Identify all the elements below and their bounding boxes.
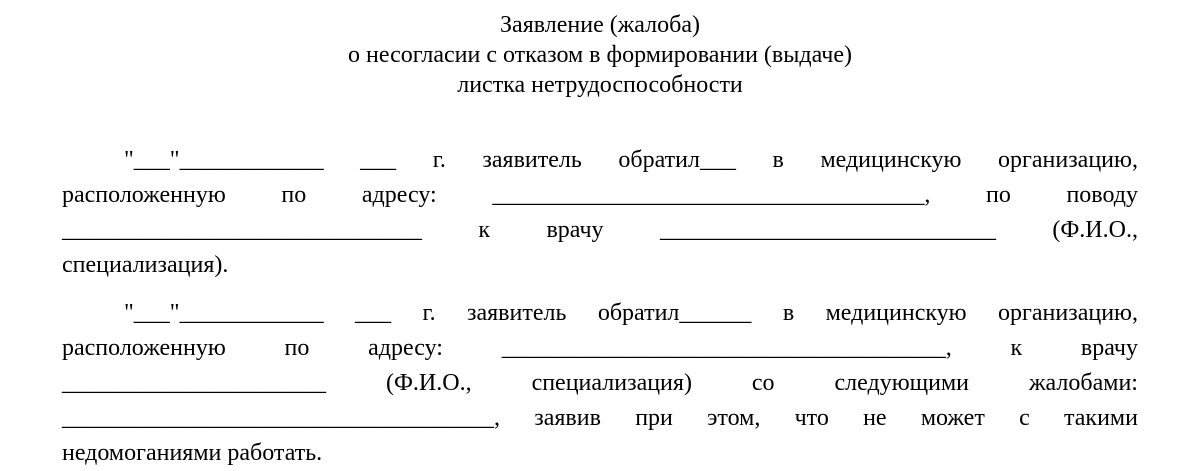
paragraph-2 bbox=[62, 296, 1138, 471]
word: следующими bbox=[834, 370, 969, 396]
word: адресу: bbox=[368, 335, 443, 361]
word: этом, bbox=[707, 405, 761, 431]
word: расположенную bbox=[62, 182, 226, 208]
word: по bbox=[284, 335, 310, 361]
title-line-3: листка нетрудоспособности bbox=[457, 72, 743, 98]
reason-blank: ______________________________ bbox=[62, 217, 422, 243]
paragraph-2-line-1 bbox=[62, 296, 1138, 331]
paragraph-2-line-5: недомоганиями работать. bbox=[62, 440, 323, 466]
word: организацию, bbox=[998, 300, 1138, 326]
word: что bbox=[794, 405, 829, 431]
paragraph-1-line-1 bbox=[62, 143, 1138, 178]
word: адресу: bbox=[361, 182, 437, 208]
date-blank: "___"____________ bbox=[124, 147, 324, 173]
paragraph-2-line-2 bbox=[62, 331, 1138, 366]
word: может bbox=[920, 405, 985, 431]
paragraph-1-line-3 bbox=[62, 213, 1138, 248]
word: в bbox=[772, 147, 784, 173]
complaints-blank: ____________________________________, bbox=[62, 405, 500, 431]
address-blank: ____________________________________, bbox=[492, 182, 931, 208]
word: заявитель bbox=[467, 300, 567, 326]
word: г. bbox=[422, 300, 436, 326]
doctor-blank: ______________________ bbox=[62, 370, 326, 396]
word: в bbox=[782, 300, 795, 326]
word: обратил______ bbox=[597, 300, 752, 326]
word: жалобами: bbox=[1028, 370, 1138, 396]
word: по bbox=[281, 182, 307, 208]
address-blank: _____________________________________, bbox=[501, 335, 952, 361]
doctor-blank: ____________________________ bbox=[659, 217, 996, 243]
paragraph-2-line-4 bbox=[62, 401, 1138, 436]
word: организацию, bbox=[998, 147, 1138, 173]
title-line-2: о несогласии с отказом в формировании (выдаче) bbox=[348, 42, 852, 68]
paragraph-1 bbox=[62, 143, 1138, 283]
paragraph-1-line-4: специализация). bbox=[62, 252, 229, 278]
word: врачу bbox=[546, 217, 604, 243]
word: (Ф.И.О., bbox=[1052, 217, 1138, 243]
document-title bbox=[0, 10, 1200, 100]
word: по bbox=[985, 182, 1011, 208]
word: не bbox=[863, 405, 887, 431]
word: к bbox=[1010, 335, 1023, 361]
word: г. bbox=[432, 147, 446, 173]
word: врачу bbox=[1080, 335, 1138, 361]
word: со bbox=[751, 370, 775, 396]
word: к bbox=[478, 217, 491, 243]
word: расположенную bbox=[62, 335, 226, 361]
word: медицинскую bbox=[820, 147, 962, 173]
word: заявитель bbox=[482, 147, 582, 173]
word: медицинскую bbox=[825, 300, 967, 326]
paragraph-1-line-2 bbox=[62, 178, 1138, 213]
word: поводу bbox=[1066, 182, 1138, 208]
year-blank: ___ bbox=[355, 300, 392, 326]
word: такими bbox=[1063, 405, 1138, 431]
paragraph-2-line-3 bbox=[62, 366, 1138, 401]
word: при bbox=[635, 405, 673, 431]
word: обратил___ bbox=[618, 147, 736, 173]
year-blank: ___ bbox=[360, 147, 397, 173]
word: специализация) bbox=[531, 370, 692, 396]
title-line-1: Заявление (жалоба) bbox=[500, 12, 700, 38]
word: заявив bbox=[534, 405, 601, 431]
date-blank: "___"____________ bbox=[124, 300, 324, 326]
word: (Ф.И.О., bbox=[385, 370, 472, 396]
word: с bbox=[1019, 405, 1030, 431]
